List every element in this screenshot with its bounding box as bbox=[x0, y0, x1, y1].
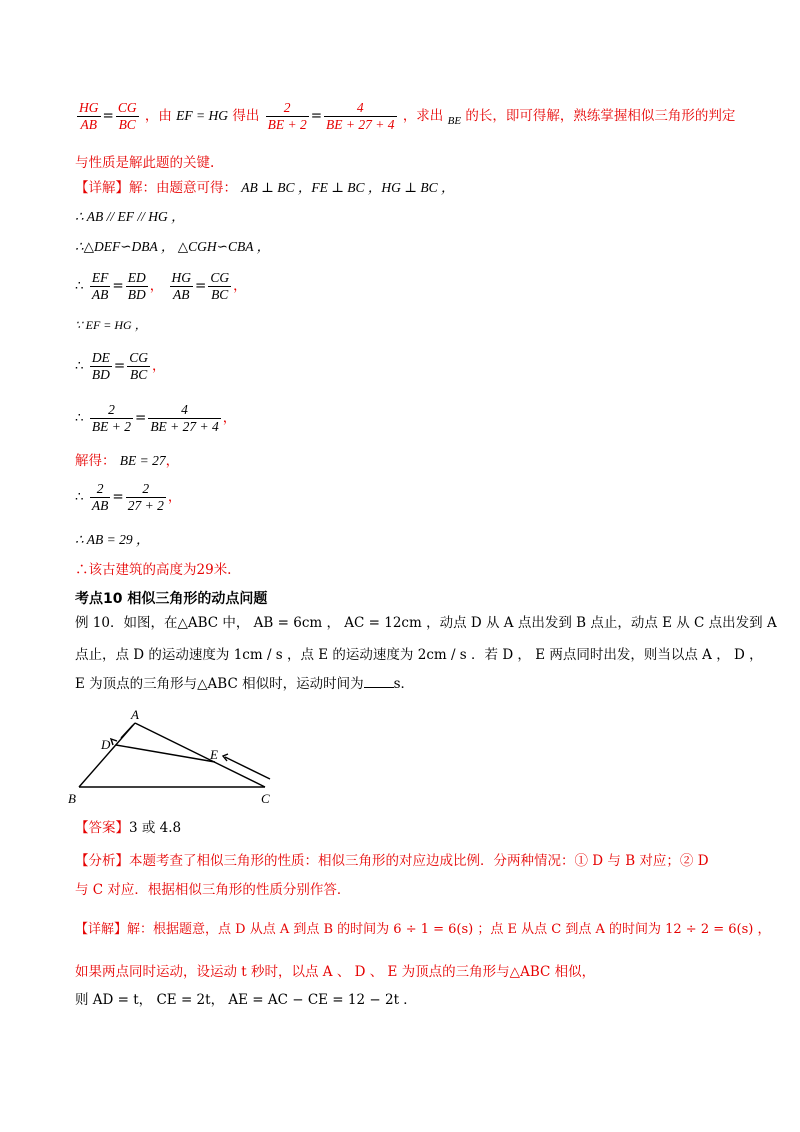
answer-blank bbox=[364, 673, 394, 688]
detail-line-parallel: ∴ AB // EF // HG ， bbox=[75, 209, 185, 224]
fraction-hg-ab: $\frac{HG}{AB}$ bbox=[79, 100, 99, 132]
detail-line-ab-29: ∴ AB = 29 ， bbox=[75, 532, 150, 547]
label-b: B bbox=[68, 791, 76, 805]
answer-line: 【答案】3 或 4.8 bbox=[75, 820, 182, 836]
label-e: E bbox=[210, 747, 218, 762]
arrow-d-shaft bbox=[121, 725, 133, 738]
side-ac bbox=[135, 723, 265, 787]
detail-line-conclusion: ∴该古建筑的高度为29米. bbox=[75, 562, 232, 578]
detail2-line-2: 如果两点同时运动，设运动 t 秒时，以点 A 、 D 、 E 为顶点的三角形与△ABC 相似， bbox=[75, 964, 596, 980]
detail-line-similar: ∴△DEF∽DBA ， △CGH∽CBA ， bbox=[75, 239, 271, 254]
detail-line-1: 【详解】解：由题意可得： AB ⊥ BC ，FE ⊥ BC ，HG ⊥ BC ， bbox=[75, 180, 455, 196]
detail-line-ef-hg: ∵ EF = HG ， bbox=[75, 318, 147, 332]
detail2-line-3: 则 AD = t， CE = 2t， AE = AC − CE = 12 − 2t ． bbox=[75, 992, 417, 1008]
detail-line-equation: ∴ $\frac{2}{BE + 2}$ = $\frac{4}{BE + 27 + 4}$ ， bbox=[75, 402, 237, 434]
fraction-2-be2: $\frac{2}{BE + 2}$ bbox=[267, 100, 307, 132]
analysis-line-b: 与 C 对应．根据相似三角形的性质分别作答． bbox=[75, 882, 351, 898]
segment-de bbox=[116, 745, 215, 762]
example-line-3: E 为顶点的三角形与△ABC 相似时，运动时间为 s． bbox=[75, 673, 414, 694]
section-title: 考点10 相似三角形的动点问题 bbox=[75, 591, 268, 607]
detail-line-ratios: ∴ $\frac{EF}{AB}$ = $\frac{ED}{BD}$ ， $\frac{HG}{AB}$ = $\frac{CG}{BC}$ ， bbox=[75, 270, 247, 302]
label-d: D bbox=[101, 737, 111, 752]
label-c: C bbox=[261, 791, 270, 805]
example-line-1: 例 10．如图，在△ABC 中， AB = 6cm ， AC = 12cm ，动点 D 从 A 点出发到 B 点止，动点 E 从 C 点出发到 A bbox=[75, 615, 777, 631]
analysis-line-2: 与性质是解此题的关键. bbox=[75, 155, 215, 171]
detail-line-ab: ∴ $\frac{2}{AB}$ = $\frac{2}{27 + 2}$ ， bbox=[75, 481, 182, 513]
arrow-e-shaft bbox=[225, 757, 270, 779]
triangle-diagram bbox=[65, 705, 285, 805]
detail-line-solve: 解得： BE = 27， bbox=[75, 453, 180, 469]
label-a: A bbox=[131, 707, 139, 722]
analysis-line-1: $\frac{HG}{AB}$ = $\frac{CG}{BC}$ ，由 EF = HG 得出 $\frac{2}{BE + 2}$ = $\frac{4}{BE + 27 + 4}$ ，求出 $_{BE}$ 的长，即可得解，熟练掌握相似三角形的判定 bbox=[79, 100, 736, 132]
analysis-line-a: 【分析】本题考查了相似三角形的性质：相似三角形的对应边成比例．分两种情况：① D 与 B 对应；② D bbox=[75, 853, 709, 869]
example-line-2: 点止，点 D 的运动速度为 1cm / s ，点 E 的运动速度为 2cm / s ．若 D ， E 两点同时出发，则当以点 A ， D ， bbox=[75, 647, 763, 663]
detail-line-de-bd: ∴ $\frac{DE}{BD}$ = $\frac{CG}{BC}$ ， bbox=[75, 350, 166, 382]
fraction-4-be: $\frac{4}{BE + 27 + 4}$ bbox=[326, 100, 395, 132]
fraction-cg-bc: $\frac{CG}{BC}$ bbox=[117, 100, 137, 132]
detail2-line-1: 【详解】解：根据题意，点 D 从点 A 到点 B 的时间为 6 ÷ 1 = 6(s) ；点 E 从点 C 到点 A 的时间为 12 ÷ 2 = 6(s) ， bbox=[75, 922, 771, 937]
